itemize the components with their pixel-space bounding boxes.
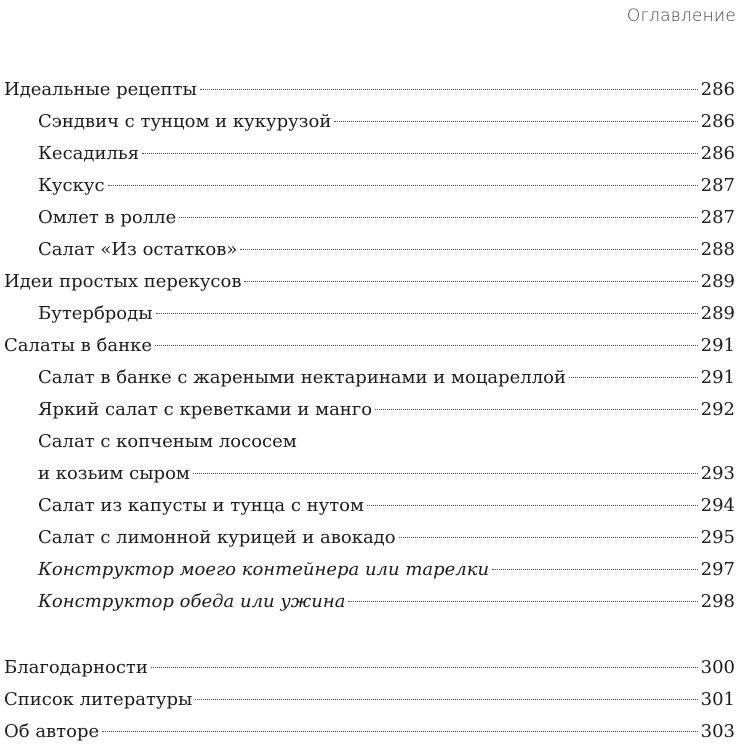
toc-entry-page: 295: [700, 527, 735, 548]
toc-entry-title: Салат из капусты и тунца с нутом: [38, 495, 365, 516]
toc-entry[interactable]: [4, 106, 735, 138]
toc-entry-title: Яркий салат с креветками и манго: [38, 399, 373, 420]
toc-entry[interactable]: [4, 362, 735, 394]
toc-entry[interactable]: [4, 394, 735, 426]
toc-entry-title: Кускус: [38, 175, 105, 196]
toc-entry[interactable]: [4, 74, 735, 106]
dot-leader: [195, 699, 697, 700]
toc-entry[interactable]: [4, 330, 735, 362]
toc-entry[interactable]: [4, 266, 735, 298]
toc-entry-page: 291: [700, 367, 735, 388]
toc-entry-page: 288: [700, 239, 735, 260]
toc-entry-title: Идеальные рецепты: [4, 79, 197, 100]
toc-entry[interactable]: [4, 202, 735, 234]
section-gap: [4, 618, 735, 652]
toc-entry-page: 297: [700, 559, 735, 580]
toc-entry[interactable]: [4, 684, 735, 716]
dot-leader: [375, 409, 698, 410]
toc-entry-page: 289: [700, 303, 735, 324]
dot-leader: [102, 731, 697, 732]
toc-entry-title: Конструктор обеда или ужина: [38, 591, 346, 612]
toc-entry[interactable]: [4, 170, 735, 202]
toc-entry-page: 298: [700, 591, 735, 612]
toc-entry[interactable]: [4, 554, 735, 586]
dot-leader: [399, 537, 698, 538]
toc-entry-page: 300: [700, 657, 735, 678]
dot-leader: [244, 281, 697, 282]
dot-leader: [200, 89, 698, 90]
toc-entry-title: Благодарности: [4, 657, 148, 678]
toc-entry-page: 292: [700, 399, 735, 420]
dot-leader: [108, 185, 698, 186]
running-header: Оглавление: [626, 6, 736, 26]
toc-entry[interactable]: [4, 138, 735, 170]
toc-entry-page: 287: [700, 175, 735, 196]
dot-leader: [193, 473, 698, 474]
toc-entry-page: 289: [700, 271, 735, 292]
dot-leader: [569, 377, 698, 378]
toc-entry-page: 287: [700, 207, 735, 228]
toc-entry[interactable]: [4, 716, 735, 748]
toc-section-main: [4, 74, 735, 618]
dot-leader: [334, 121, 697, 122]
toc-entry-page: 294: [700, 495, 735, 516]
dot-leader: [348, 601, 697, 602]
toc-entry-page: 286: [700, 143, 735, 164]
toc-entry[interactable]: [4, 458, 735, 490]
toc-entry-page: 293: [700, 463, 735, 484]
toc-entry-title: Кесадилья: [38, 143, 140, 164]
table-of-contents: [4, 74, 735, 748]
dot-leader: [155, 345, 698, 346]
toc-entry-title: Бутерброды: [38, 303, 153, 324]
toc-entry-title: Салаты в банке: [4, 335, 152, 356]
toc-entry[interactable]: [4, 586, 735, 618]
dot-leader: [492, 569, 698, 570]
dot-leader: [142, 153, 698, 154]
toc-entry-page: 286: [700, 79, 735, 100]
toc-entry-title: Сэндвич с тунцом и кукурузой: [38, 111, 332, 132]
toc-entry-title: Салат «Из остатков»: [38, 239, 238, 260]
toc-entry[interactable]: [4, 522, 735, 554]
toc-entry-title: Салат с копченым лососем: [38, 431, 297, 452]
toc-entry-page: 301: [700, 689, 735, 710]
toc-entry-page: 303: [700, 721, 735, 742]
dot-leader: [156, 313, 698, 314]
toc-section-back-matter: [4, 652, 735, 748]
toc-entry[interactable]: [4, 298, 735, 330]
dot-leader: [240, 249, 697, 250]
dot-leader: [151, 667, 698, 668]
toc-entry-title: и козьим сыром: [38, 463, 190, 484]
toc-entry-title: Список литературы: [4, 689, 193, 710]
dot-leader: [179, 217, 697, 218]
dot-leader: [367, 505, 698, 506]
toc-entry-title: Идеи простых перекусов: [4, 271, 242, 292]
toc-entry[interactable]: [4, 234, 735, 266]
toc-entry-title: Об авторе: [4, 721, 100, 742]
toc-entry-title: Конструктор моего контейнера или тарелки: [38, 559, 490, 580]
toc-entry[interactable]: [4, 490, 735, 522]
toc-entry-continued[interactable]: [4, 426, 735, 458]
toc-entry-page: 291: [700, 335, 735, 356]
toc-entry-title: Салат с лимонной курицей и авокадо: [38, 527, 396, 548]
toc-entry[interactable]: [4, 652, 735, 684]
toc-entry-title: Салат в банке с жареными нектаринами и моцареллой: [38, 367, 567, 388]
toc-entry-page: 286: [700, 111, 735, 132]
toc-entry-title: Омлет в ролле: [38, 207, 177, 228]
